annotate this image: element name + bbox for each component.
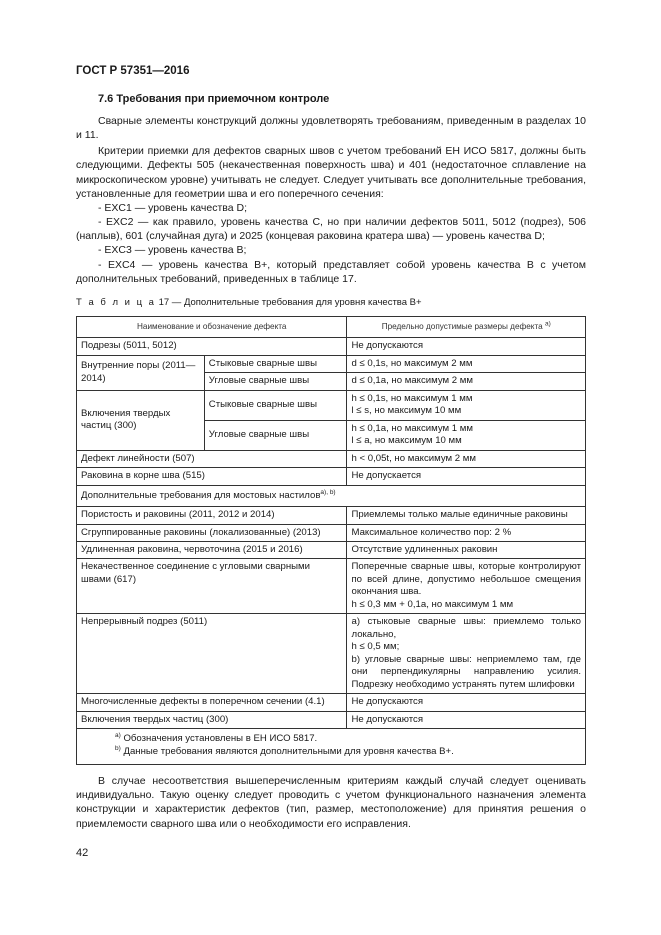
value-line: h ≤ 0,3 мм + 0,1a, но максимум 1 мм [351, 598, 514, 610]
value-line: h ≤ 0,1a, но максимум 1 мм [351, 422, 473, 434]
footnote-a [115, 733, 581, 745]
footnotes-cell [77, 729, 586, 765]
cell-name: Раковина в корне шва (515) [77, 468, 347, 485]
cell-value: Не допускаются [347, 694, 586, 711]
cell-value: Приемлемы только малые единичные раковины [347, 507, 586, 524]
cell-name: Удлиненная раковина, червоточина (2015 и 2016) [77, 542, 347, 559]
cell-name: Пористость и раковины (2011, 2012 и 2014) [77, 507, 347, 524]
table-row [77, 524, 586, 541]
table-row [77, 338, 586, 355]
cell-name: Дефект линейности (507) [77, 450, 347, 467]
table-row [77, 507, 586, 524]
cell-name: Непрерывный подрез (5011) [77, 614, 347, 694]
table-row [77, 468, 586, 485]
cell-value: Не допускаются [347, 711, 586, 728]
cell-value: Не допускаются [347, 338, 586, 355]
value-line: b) угловые сварные швы: неприемлемо там, где они перпендикулярны направлению усилия. Подрезку необходимо устранять путем шлифовки [351, 653, 581, 690]
header-limits-text: Предельно допустимые размеры дефекта [381, 321, 543, 331]
cell-value [347, 390, 586, 420]
defects-table [76, 316, 586, 765]
page-content [76, 92, 586, 831]
cell-value: d ≤ 0,1a, но максимум 2 мм [347, 373, 586, 390]
cell-value: Максимальное количество пор: 2 % [347, 524, 586, 541]
paragraph-2: Критерии приемки для дефектов сварных швов с учетом требований ЕН ИСО 5817, должны быть следующими. Дефекты 505 (некачественная поверхность шва) и 401 (недостаточное сплавление на микроскопическом уровне) учитывать не следует. Следует учитывать все дополнительные требования, установленные для геометрии шва и его поперечного сечения: [76, 145, 586, 200]
footnote-a-text: Обозначения установлены в ЕН ИСО 5817. [123, 733, 318, 745]
table-caption [76, 297, 586, 310]
cell-name: Сгруппированные раковины (локализованные) (2013) [77, 524, 347, 541]
document-code: ГОСТ Р 57351—2016 [76, 65, 190, 77]
closing-paragraph: В случае несоответствия вышеперечисленным критериям каждый случай следует оценивать индивидуально. Такую оценку следует проводить с учетом функционального назначения элемента конструкции и характеристик дефектов (тип, размер, местоположение) для принятия решения о приемлемости сварного шва или о необходимости его исправления. [76, 775, 586, 830]
table-row [77, 559, 586, 614]
footnote-b [115, 746, 581, 758]
table-header-row [77, 316, 586, 338]
table-footnotes-row [77, 729, 586, 765]
value-line: l ≤ a, но максимум 10 мм [351, 435, 462, 447]
cell-subtype: Стыковые сварные швы [204, 390, 347, 420]
table-row [77, 614, 586, 694]
cell-value: Не допускается [347, 468, 586, 485]
cell-name: Некачественное соединение с угловыми сварными швами (617) [77, 559, 347, 614]
table-row [77, 450, 586, 467]
cell-value [347, 559, 586, 614]
table-caption-prefix: Т а б л и ц а [76, 296, 156, 308]
value-line: h ≤ 0,5 мм; [351, 641, 400, 653]
cell-name: Внутренние поры (2011—2014) [77, 355, 205, 390]
header-limits-sup: a) [544, 319, 551, 327]
table-row [77, 390, 586, 420]
value-line: a) стыковые сварные швы: приемлемо только локально, [351, 616, 581, 640]
section-row-text: Дополнительные требования для мостовых настилов [81, 489, 321, 501]
footnote-a-mark: a) [115, 731, 121, 739]
paragraph-1: Сварные элементы конструкций должны удовлетворять требованиям, приведенным в разделах 10 и 11. [76, 114, 586, 142]
cell-subtype: Угловые сварные швы [204, 373, 347, 390]
list-item-exc1: - EXC1 — уровень качества D; [98, 201, 247, 214]
cell-subtype: Стыковые сварные швы [204, 355, 347, 372]
cell-value [347, 614, 586, 694]
page-number: 42 [76, 847, 89, 859]
section-row-sup: a), b) [320, 488, 336, 496]
cell-value: h < 0,05t, но максимум 2 мм [347, 450, 586, 467]
section-title: 7.6 Требования при приемочном контроле [98, 93, 330, 105]
cell-name: Многочисленные дефекты в поперечном сечении (4.1) [77, 694, 347, 711]
footnote-b-mark: b) [115, 744, 121, 752]
cell-value: Отсутствие удлиненных раковин [347, 542, 586, 559]
value-line: l ≤ s, но максимум 10 мм [351, 405, 462, 417]
cell-name: Включения твердых частиц (300) [77, 711, 347, 728]
cell-value [347, 420, 586, 450]
table-row [77, 355, 586, 372]
value-line: Поперечные сварные швы, которые контролируют по всей длине, допустимо небольшое смещения окончания шва. [351, 561, 581, 598]
list-item-exc4: - EXC4 — уровень качества B+, который представляет собой уровень качества B с учетом дополнительных требований, приведенных в таблице 17. [76, 258, 586, 285]
value-line: h ≤ 0,1s, но максимум 1 мм [351, 392, 473, 404]
section-row-cell [77, 485, 586, 506]
table-row [77, 711, 586, 728]
list-item-exc2: - EXC2 — как правило, уровень качества C, но при наличии дефектов 5011, 5012 (подрез), 506 (наплыв), 601 (случайная дуга) и 2025 (концевая раковина кратера шва) — уровень качества D; [76, 216, 586, 243]
cell-value: d ≤ 0,1s, но максимум 2 мм [347, 355, 586, 372]
cell-subtype: Угловые сварные швы [204, 420, 347, 450]
table-row [77, 542, 586, 559]
table-caption-text: 17 — Дополнительные требования для уровня качества B+ [158, 296, 422, 308]
header-defect-name: Наименование и обозначение дефекта [77, 316, 347, 338]
cell-name: Включения твердых частиц (300) [77, 390, 205, 450]
table-section-row [77, 485, 586, 506]
header-limits [347, 316, 586, 338]
list-item-exc3: - EXC3 — уровень качества B; [98, 244, 247, 257]
table-row [77, 694, 586, 711]
footnote-b-text: Данные требования являются дополнительными для уровня качества B+. [123, 745, 454, 757]
cell-name: Подрезы (5011, 5012) [77, 338, 347, 355]
